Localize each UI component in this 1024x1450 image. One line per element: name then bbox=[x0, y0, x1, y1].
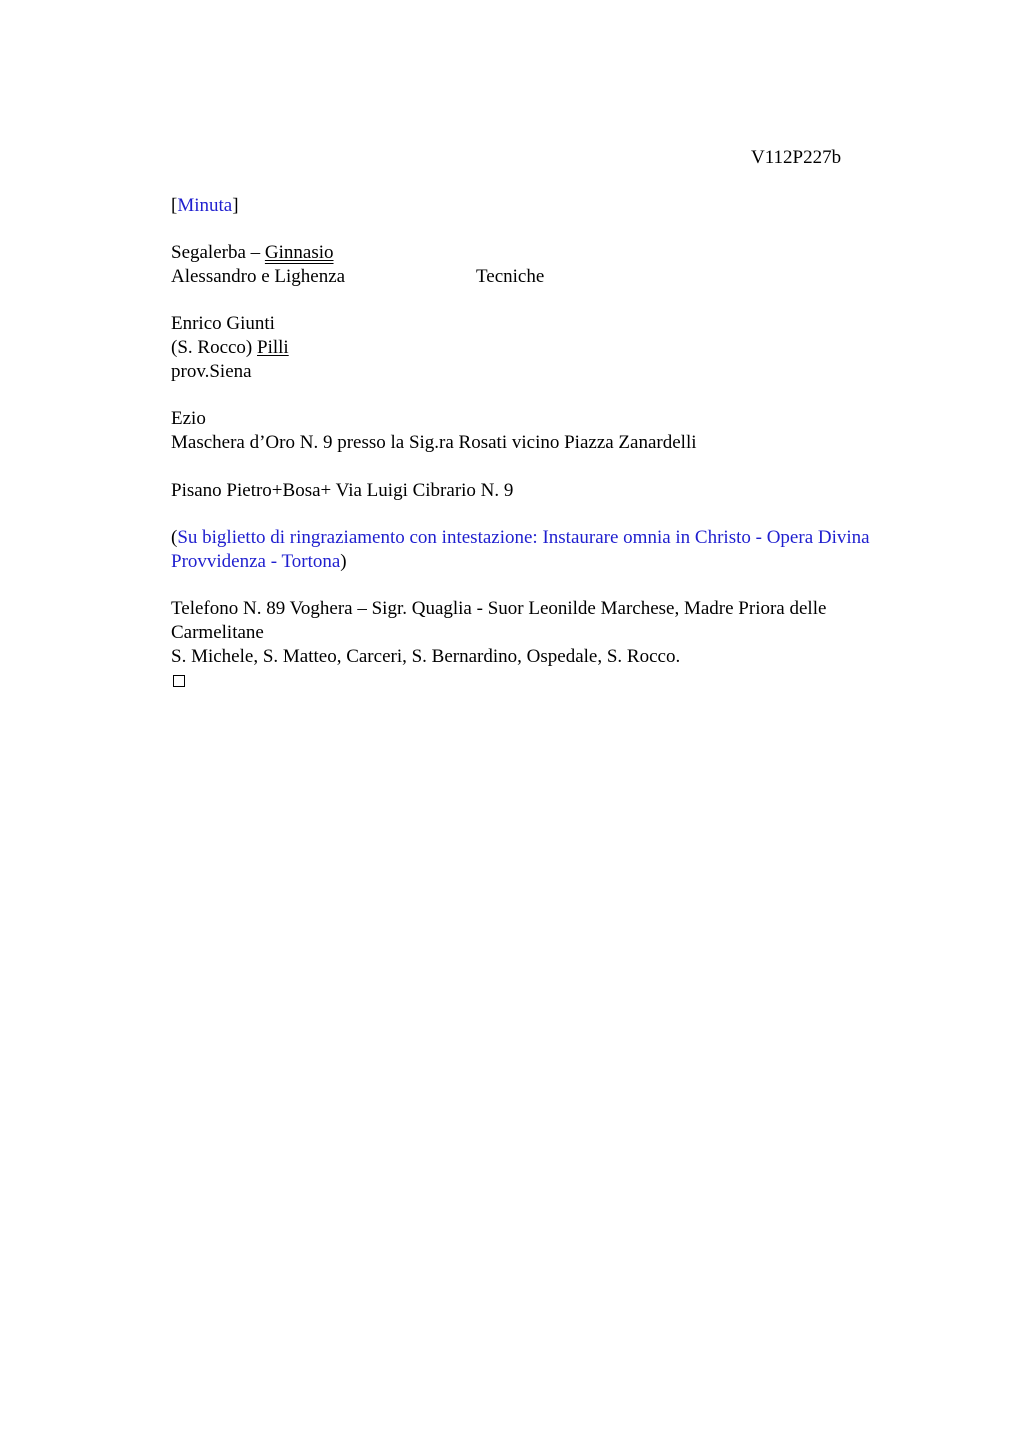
ezio-block bbox=[171, 407, 901, 455]
rocco-line bbox=[171, 336, 901, 360]
segalerba-block bbox=[171, 241, 901, 289]
segalerba-prefix: Segalerba – bbox=[171, 242, 265, 263]
ezio-line: Ezio bbox=[171, 408, 206, 429]
note-text: Su biglietto di ringraziamento con intestazione: Instaurare omnia in Christo - Opera Divina Provvidenza - Tortona bbox=[171, 527, 870, 572]
telefono-block bbox=[171, 597, 896, 694]
minuta-label: Minuta bbox=[177, 195, 233, 216]
prov-siena-line: prov.Siena bbox=[171, 361, 252, 382]
enrico-block bbox=[171, 312, 901, 384]
minuta-open-bracket: [ bbox=[171, 195, 178, 216]
pisano-block bbox=[171, 479, 901, 503]
telefono-text: Telefono N. 89 Voghera – Sigr. Quaglia - Suor Leonilde Marchese, Madre Priora delle Carmelitane bbox=[171, 598, 827, 643]
alessandro-line bbox=[171, 265, 901, 289]
segalerba-line bbox=[171, 241, 901, 265]
pilli-text: Pilli bbox=[257, 337, 289, 358]
minuta-close-bracket: ] bbox=[232, 195, 239, 216]
note-open-paren: ( bbox=[171, 527, 178, 548]
chiese-line: S. Michele, S. Matteo, Carceri, S. Bernardino, Ospedale, S. Rocco. bbox=[171, 646, 681, 667]
note-close-paren: ) bbox=[340, 551, 347, 572]
minuta-heading bbox=[171, 194, 901, 218]
ginnasio-text: Ginnasio bbox=[264, 242, 334, 263]
enrico-line: Enrico Giunti bbox=[171, 313, 275, 334]
checkbox-square-icon bbox=[173, 675, 185, 687]
document-code: V112P227b bbox=[751, 147, 842, 168]
note-block bbox=[171, 526, 891, 574]
rocco-prefix: (S. Rocco) bbox=[171, 337, 258, 358]
tecniche-text: Tecniche bbox=[476, 266, 545, 287]
alessandro-text: Alessandro e Lighenza bbox=[171, 266, 346, 287]
maschera-line: Maschera d’Oro N. 9 presso la Sig.ra Rosati vicino Piazza Zanardelli bbox=[171, 432, 697, 453]
pisano-line: Pisano Pietro+Bosa+ Via Luigi Cibrario N. 9 bbox=[171, 480, 514, 501]
